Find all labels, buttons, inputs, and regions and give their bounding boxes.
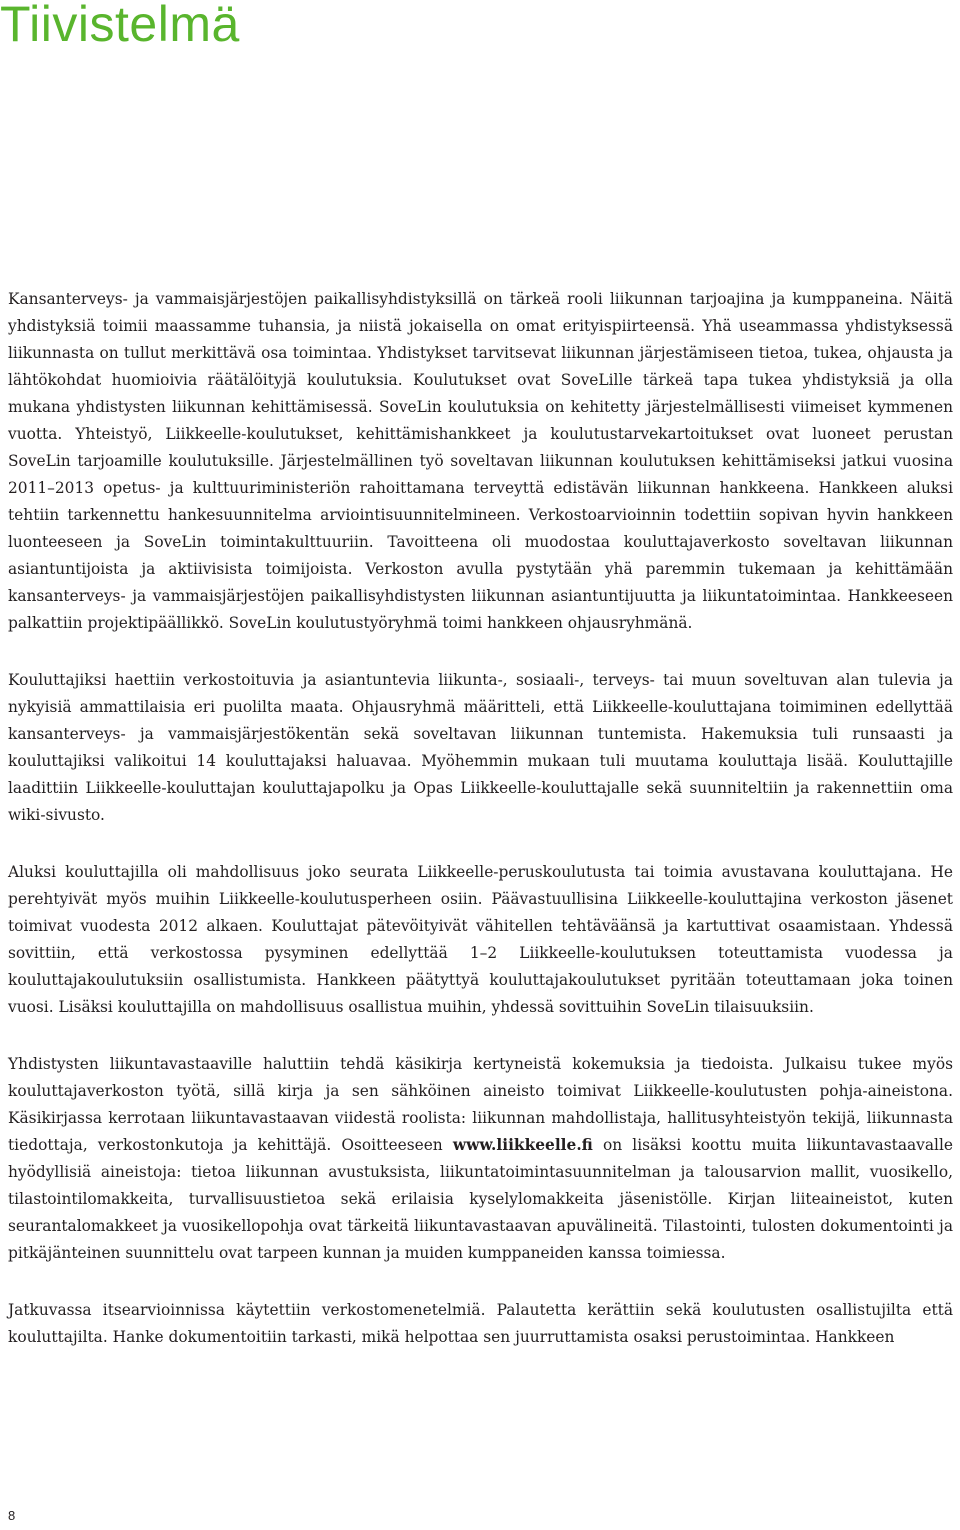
paragraph-handbook [8,1051,953,1267]
paragraph-evaluation: Jatkuvassa itsearvioinnissa käytettiin verkostomenetelmiä. Palautetta kerättiin sekä koulutusten osallistujilta että kouluttajilta. Hanke dokumentoitiin tarkasti, mikä helpottaa sen juurruttamista osaksi perustoimintaa. Hankkeen [8,1301,953,1346]
page-title: Tiivistelmä [0,0,240,52]
website-link[interactable]: www.liikkeelle.fi [452,1136,593,1154]
paragraph-network: Aluksi kouluttajilla oli mahdollisuus joko seurata Liikkeelle-peruskoulutusta tai toimia avustavana kouluttajana. He perehtyivät myös muihin Liikkeelle-koulutusperheen osiin. Päävastuullisina Liikkeelle-kouluttajina verkoston jäsenet toimivat vuodesta 2012 alkaen. Kouluttajat pätevöityivät vähitellen tehtäväänsä ja kartuttivat osaamistaan. Yhdessä sovittiin, että verkostossa pysyminen edellyttää 1–2 Liikkeelle-koulutuksen toteuttamista vuodessa ja kouluttajakoulutuksiin osallistumista. Hankkeen päätyttyä kouluttajakoulutukset pyritään toteuttamaan joka toinen vuosi. Lisäksi kouluttajilla on mahdollisuus osallistua muihin, yhdessä sovittuihin SoveLin tilaisuuksiin. [8,863,953,1016]
page-number: 8 [8,1508,16,1523]
paragraph-handbook-text-before: Yhdistysten liikuntavastaaville haluttiin tehdä käsikirja kertyneistä kokemuksia ja tiedoista. Julkaisu tukee myös kouluttajaverkoston työtä, sillä kirja ja sen sähköinen aineisto toimivat Liikkeelle-koulutusten pohja-aineistona. Käsikirjassa kerrotaan liikuntavastaavan viidestä roolista: liikunnan mahdollistaja, hallitusyhteistyön tekijä, liikunnasta tiedottaja, verkostonkutoja ja kehittäjä. Osoitteeseen [8,1055,953,1154]
paragraph-handbook-text-after: on lisäksi koottu muita liikuntavastaavalle hyödyllisiä aineistoja: tietoa liikunnan avustuksista, liikuntatoimintasuunnitelman ja talousarvion mallit, vuosikello, tilastointilomakkeita, turvallisuustietoa sekä erilaisia kyselylomakkeita jäsenistölle. Kirjan liiteaineistot, kuten seurantalomakkeet ja vuosikellopohja ovat tärkeitä liikuntavastaavan apuvälineitä. Tilastointi, tulosten dokumentointi ja pitkäjänteinen suunnittelu ovat tarpeen kunnan ja muiden kumppaneiden kanssa toimiessa. [8,1136,953,1262]
paragraph-trainers: Kouluttajiksi haettiin verkostoituvia ja asiantuntevia liikunta-, sosiaali-, terveys- tai muun soveltuvan alan tulevia ja nykyisiä ammattilaisia eri puolilta maata. Ohjausryhmä määritteli, että Liikkeelle-kouluttajana toimiminen edellyttää kansanterveys- ja vammaisjärjestökentän sekä soveltavan liikunnan tuntemista. Hakemuksia tuli runsaasti ja kouluttajiksi valikoitui 14 kouluttajaksi haluavaa. Myöhemmin mukaan tuli muutama kouluttaja lisää. Kouluttajille laadittiin Liikkeelle-kouluttajan kouluttajapolku ja Opas Liikkeelle-kouluttajalle sekä suunniteltiin ja rakennettiin oma wiki-sivusto. [8,671,953,824]
body-text [8,286,953,1381]
paragraph-intro: Kansanterveys- ja vammaisjärjestöjen paikallisyhdistyksillä on tärkeä rooli liikunnan tarjoajina ja kumppaneina. Näitä yhdistyksiä toimii maassamme tuhansia, ja niistä jokaisella on omat erityispiirteensä. Yhä useammassa yhdistyksessä liikunnasta on tullut merkittävä osa toimintaa. Yhdistykset tarvitsevat liikunnan järjestämiseen tietoa, tukea, ohjausta ja lähtökohdat huomioivia räätälöityjä koulutuksia. Koulutukset ovat SoveLille tärkeä tapa tukea yhdistyksiä ja olla mukana yhdistysten liikunnan kehittämisessä. SoveLin koulutuksia on kehitetty järjestelmällisesti viimeiset kymmenen vuotta. Yhteistyö, Liikkeelle-koulutukset, kehittämishankkeet ja koulutustarvekartoitukset ovat luoneet perustan SoveLin tarjoamille koulutuksille. Järjestelmällinen työ soveltavan liikunnan koulutuksen kehittämiseksi jatkui vuosina 2011–2013 opetus- ja kulttuuriministeriön rahoittamana terveyttä edistävän liikunnan hankkeena. Hankkeen aluksi tehtiin tarkennettu hankesuunnitelma arviointisuunnitelmineen. Verkostoarvioinnin todettiin sopivan hyvin hankkeen luonteeseen ja SoveLin toimintakulttuuriin. Tavoitteena oli muodostaa kouluttajaverkosto soveltavan liikunnan asiantuntijoista ja aktiivisista toimijoista. Verkoston avulla pystytään yhä paremmin tukemaan ja kehittämään kansanterveys- ja vammaisjärjestöjen paikallisyhdistysten liikunnan asiantuntijuutta ja liikuntatoimintaa. Hankkeeseen palkattiin projektipäällikkö. SoveLin koulutustyöryhmä toimi hankkeen ohjausryhmänä. [8,290,953,632]
